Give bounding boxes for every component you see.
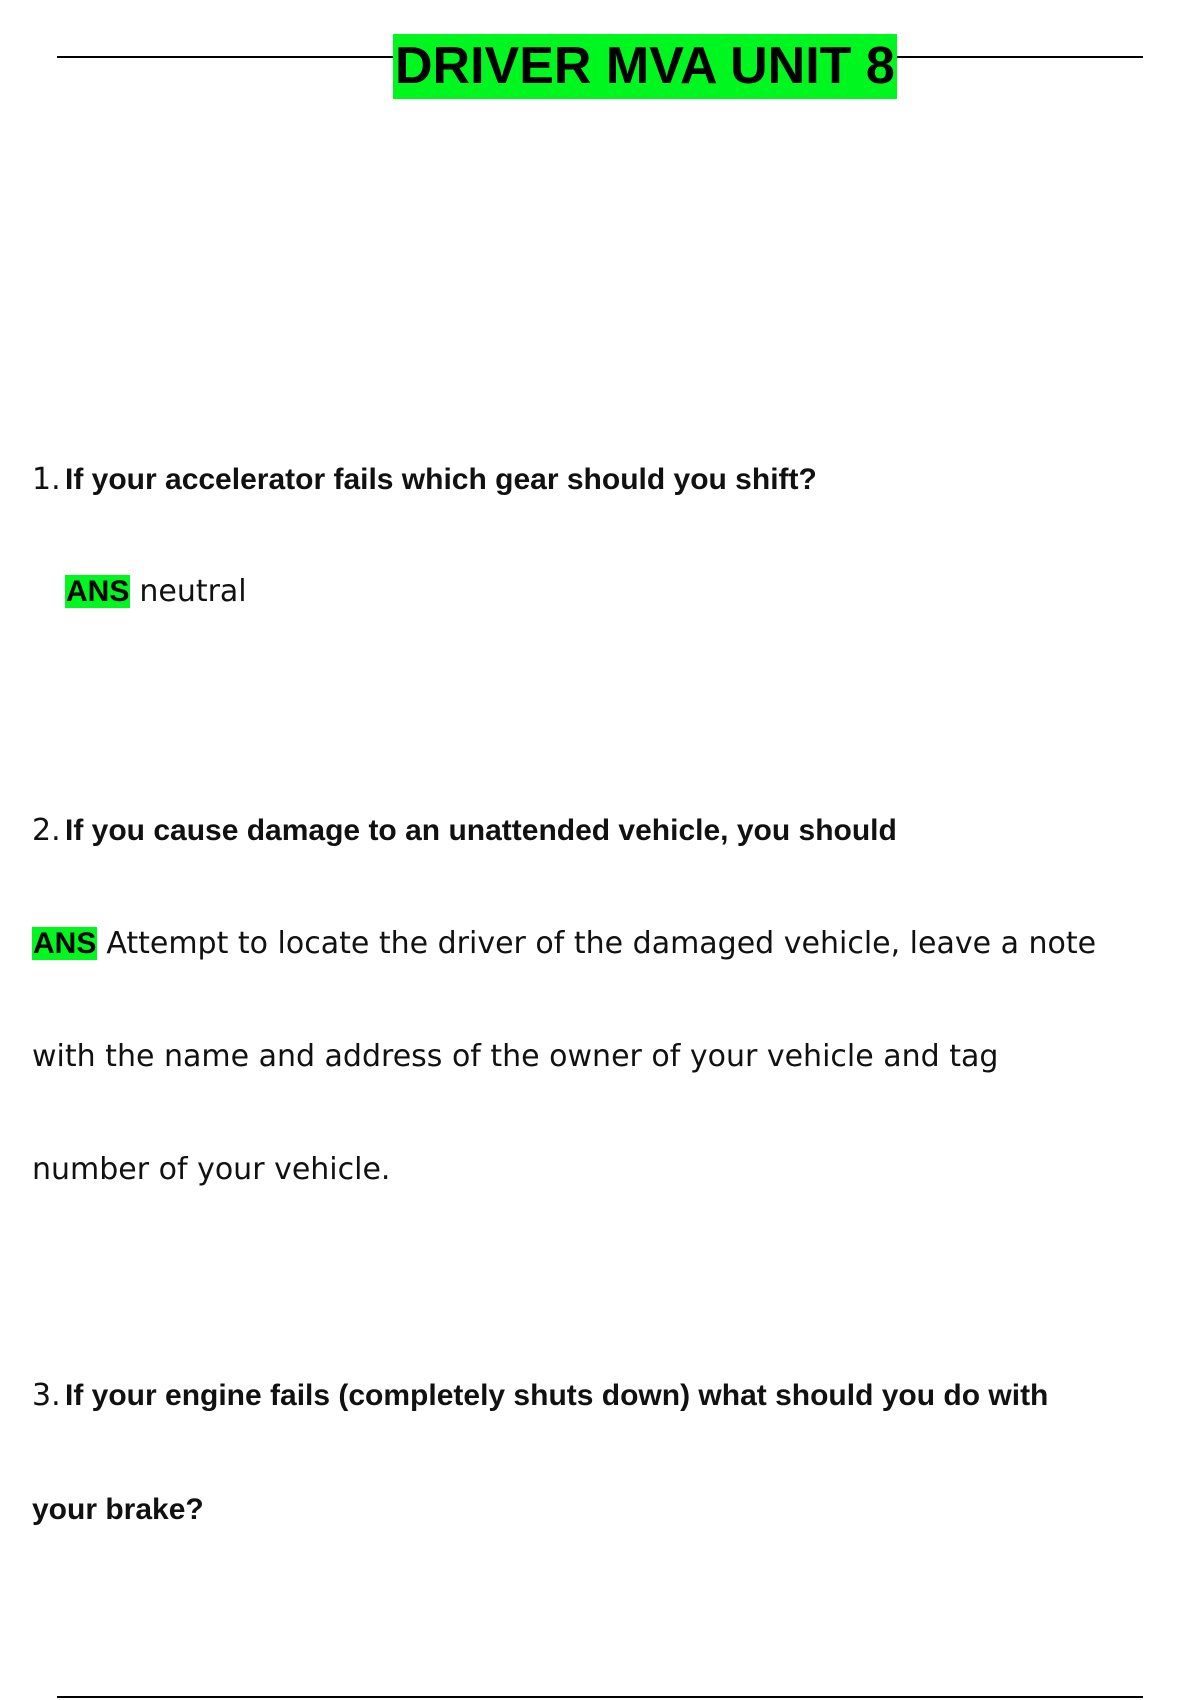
question-3 xyxy=(32,1376,1048,1416)
page-title: DRIVER MVA UNIT 8 xyxy=(393,34,897,99)
answer-2-text-1: Attempt to locate the driver of the damaged vehicle, leave a note xyxy=(106,926,1097,961)
question-2-number: 2. xyxy=(32,813,61,848)
answer-2-line-3: number of your vehicle. xyxy=(32,1152,391,1187)
question-1 xyxy=(32,460,817,500)
question-2-text: If you cause damage to an unattended vehicle, you should xyxy=(65,814,897,847)
question-3-number: 3. xyxy=(32,1378,61,1413)
answer-1 xyxy=(65,572,247,612)
question-3-continuation: your brake? xyxy=(32,1493,204,1526)
answer-2-tag: ANS xyxy=(33,927,97,960)
question-1-number: 1. xyxy=(32,462,61,497)
answer-2-line-1 xyxy=(32,924,1096,964)
question-1-text: If your accelerator fails which gear should you shift? xyxy=(65,463,817,496)
answer-2-line-2: with the name and address of the owner of your vehicle and tag xyxy=(32,1039,999,1074)
question-3-text: If your engine fails (completely shuts down) what should you do with xyxy=(65,1379,1049,1412)
answer-1-text: neutral xyxy=(139,574,247,609)
answer-1-tag: ANS xyxy=(66,575,130,608)
footer-rule xyxy=(57,1696,1143,1698)
question-2 xyxy=(32,811,897,851)
